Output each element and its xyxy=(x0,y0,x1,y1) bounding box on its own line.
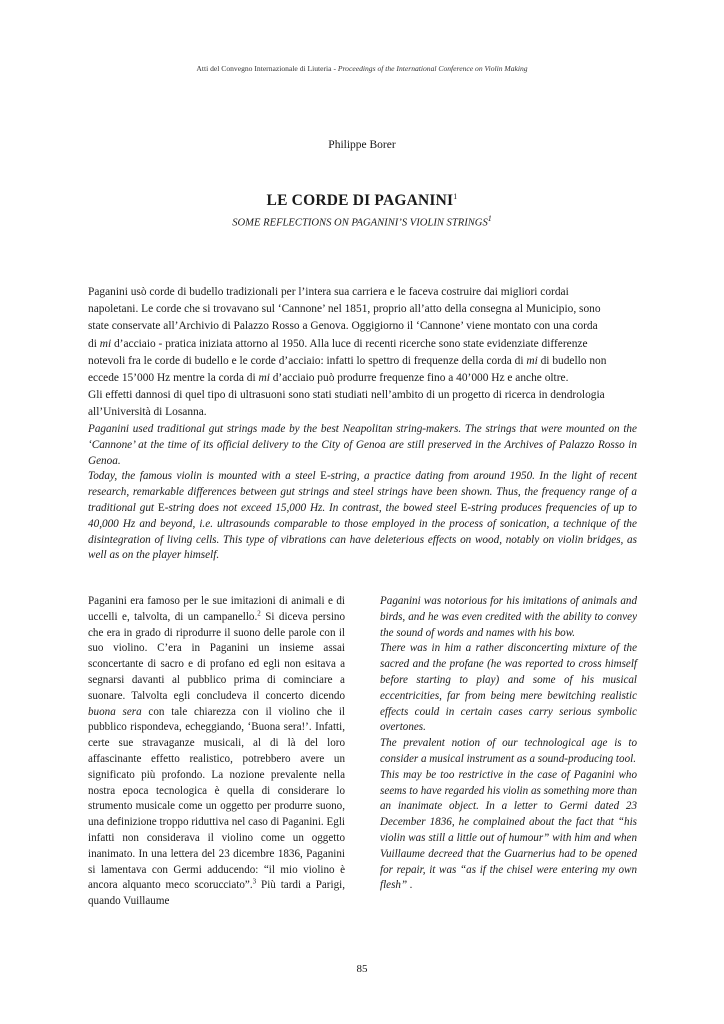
abstract-line xyxy=(88,353,637,370)
paper-title xyxy=(0,192,724,210)
text: Più tardi a Parigi, quando Vuillaume xyxy=(88,879,345,908)
footnote-ref: 3 xyxy=(252,877,257,886)
string-name: mi xyxy=(99,337,112,350)
paper-subtitle xyxy=(0,214,724,229)
body-paragraph: This may be too restrictive in the case of Paganini who seems to have regarded his violin as something more than an inanimate object. In a letter to Germi dated 23 December 1836, he complained about the fact that “his violin was still a little out of humour” with him and when Vuillaume decreed that the Guarnerius had to be opened for repair, it was “as if the chisel were entering my own flesh” . xyxy=(380,768,637,892)
string-name: mi xyxy=(258,372,270,385)
header-text: Atti del Convegno Internazionale di Liuteria - xyxy=(196,64,338,73)
abstract-english-paragraph xyxy=(88,469,637,564)
string-name: mi xyxy=(526,354,538,367)
string-letter: E xyxy=(320,470,327,483)
running-header xyxy=(0,64,724,73)
body-paragraph xyxy=(88,594,345,910)
abstract-line: napoletani. Le corde che si trovavano sul ‘Cannone’ nel 1851, proprio all’atto della consegna al Municipio, sono xyxy=(88,303,601,316)
text: -string does not exceed 15,000 Hz. In contrast, the bowed steel xyxy=(164,501,461,514)
abstract-line: all’Università di Losanna. xyxy=(88,406,207,419)
text: Paganini era famoso per le sue imitazioni di animali e di uccelli e, talvolta, di un campanello. xyxy=(88,595,345,623)
abstract-line: Gli effetti dannosi di quel tipo di ultrasuoni sono stati studiati nell’ambito di un progetto di ricerca in dendrologia xyxy=(88,389,605,402)
body-paragraph: Paganini was notorious for his imitations of animals and birds, and he was even credited with the ability to convey the sound of words and names with his bow. xyxy=(380,595,637,639)
emphasis: buona sera xyxy=(88,705,142,718)
abstract-italian xyxy=(88,284,637,422)
text: notevoli fra le corde di budello e le corde d’acciaio: infatti lo spettro di frequenze della corda di xyxy=(88,354,527,367)
subtitle-footnote-ref: 1 xyxy=(487,214,492,223)
abstract-line xyxy=(88,370,637,387)
body-column-english xyxy=(380,594,637,894)
abstract-line xyxy=(88,336,637,353)
title-footnote-ref: 1 xyxy=(453,192,458,201)
text: -string, a practice dating from around 1950. In the light of recent research, remarkable differences between gut strings and steel strings have been shown. Thus, the frequency range of a traditional gut xyxy=(88,470,638,514)
abstract-english xyxy=(88,422,637,564)
text: d’acciaio - pratica iniziata attorno al 1950. Alla luce di recenti ricerche sono state evidenziate differenze xyxy=(111,337,588,350)
text: -string produces frequencies of up to 40,000 Hz and beyond, i.e. ultrasounds comparable to those employed in the process of sonication, a technique of the disintegration of living cells. This type of vibrations can have deleterious effects on wood, notably on violin bridges, as well as on the player himself. xyxy=(88,501,637,562)
abstract-english-paragraph: Paganini used traditional gut strings made by the best Neapolitan string-makers. The strings that were mounted on the ‘Cannone’ at the time of its official delivery to the City of Genoa are still preserved in the Archives of Palazzo Rosso in Genoa. xyxy=(88,423,637,467)
abstract-line: state conservate all’Archivio di Palazzo Rosso a Genova. Oggigiorno il ‘Cannone’ viene montato con una corda xyxy=(88,320,598,333)
abstract-line: Paganini usò corde di budello tradizionali per l’intera sua carriera e le faceva costruire dai migliori cordai xyxy=(88,286,569,298)
string-letter: E xyxy=(157,501,165,514)
author-name: Philippe Borer xyxy=(328,139,396,151)
text: con tale chiarezza con il violino che il pubblico rispondeva, echeggiando, ‘Buona sera!’. Infatti, certe sue stravaganze musicali, al di là del loro affascinante effetto realistico, potrebbero avere un significato più profondo. La nozione prevalente nella nostra epoca tecnologica è quella di considerare lo strumento musicale come un oggetto per produrre suono, una definizione troppo riduttiva nel caso di Paganini. Egli infatti non considerava il violino come un oggetto inanimato. In una lettera del 23 dicembre 1836, Paganini si lamentava con Germi adducendo: “il mio violino è ancora alquanto meco scorucciato”. xyxy=(88,705,345,892)
text: Si diceva persino che era in grado di riprodurre il suono delle parole con il suo violino. C’era in Paganini un insieme assai sconcertante di sacro e di profano ed egli non esitava a segnarsi davanti al pubblico prima di cominciare a suonare. Talvolta egli concludeva il concerto dicendo xyxy=(88,610,345,702)
page-number: 85 xyxy=(356,963,368,975)
body-column-italian xyxy=(88,594,345,910)
text: eccede 15’000 Hz mentre la corda di xyxy=(88,372,259,385)
body-paragraph: The prevalent notion of our technological age is to consider a musical instrument as a sound-producing tool. xyxy=(380,737,637,765)
header-text-english: Proceedings of the International Conference on Violin Making xyxy=(337,64,528,73)
text: di xyxy=(88,337,100,350)
body-paragraph: There was in him a rather disconcerting mixture of the sacred and the profane (he was reported to cross himself before starting to play) and some of his musical eccentricities, far from being mere bewitching realistic effects could in certain cases carry serious symbolic overtones. xyxy=(380,642,637,734)
subtitle-text: SOME REFLECTIONS ON PAGANINI’S VIOLIN STRINGS xyxy=(232,217,488,229)
text: di budello non xyxy=(537,354,607,367)
text: d’acciaio può produrre frequenze fino a 40’000 Hz e anche oltre. xyxy=(269,372,569,385)
footnote-ref: 2 xyxy=(257,609,261,618)
title-text: LE CORDE DI PAGANINI xyxy=(266,192,454,210)
text: Today, the famous violin is mounted with a steel xyxy=(88,470,321,483)
string-letter: E xyxy=(460,501,468,514)
